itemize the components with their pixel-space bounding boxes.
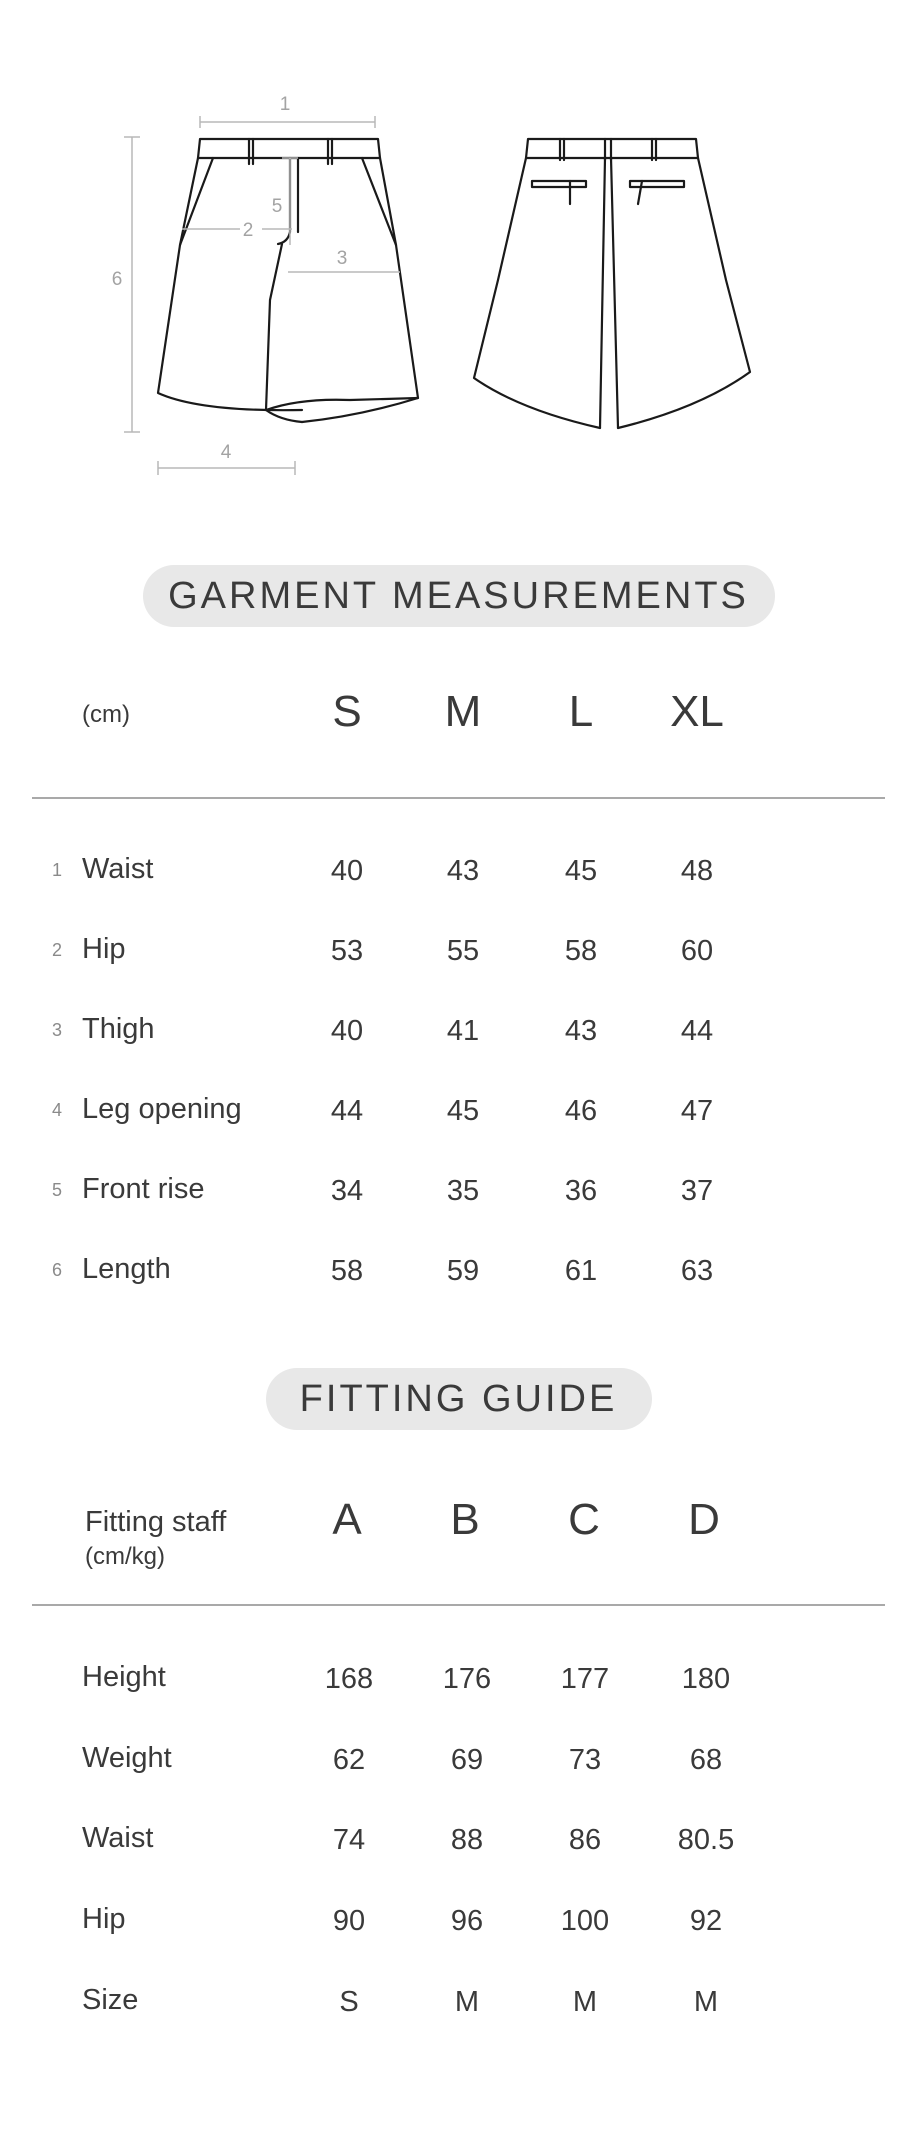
garment-value: 58 — [564, 935, 598, 967]
fitting-guide-heading: FITTING GUIDE — [266, 1368, 652, 1430]
fitting-row-label: Waist — [82, 1822, 154, 1854]
fitting-staff-label: Fitting staff — [85, 1506, 227, 1538]
garment-value: 48 — [680, 855, 714, 887]
garment-row-label: Leg opening — [82, 1093, 242, 1125]
garment-value: 46 — [564, 1095, 598, 1127]
garment-value: 53 — [330, 935, 364, 967]
size-header-m: M — [444, 687, 482, 736]
measure-label-3: 3 — [336, 248, 348, 269]
garment-value: 36 — [564, 1175, 598, 1207]
fitting-value: 62 — [332, 1744, 366, 1776]
size-header-xl: XL — [670, 687, 724, 736]
measurement-guides — [124, 116, 400, 475]
garment-value: 41 — [446, 1015, 480, 1047]
fitting-value: 73 — [568, 1744, 602, 1776]
garment-value: 44 — [680, 1015, 714, 1047]
garment-unit-label: (cm) — [82, 701, 130, 728]
fitting-value: 96 — [450, 1905, 484, 1937]
garment-row-label: Hip — [82, 933, 126, 965]
measure-label-6: 6 — [111, 269, 123, 290]
garment-value: 60 — [680, 935, 714, 967]
fitting-value: 90 — [332, 1905, 366, 1937]
garment-value: 34 — [330, 1175, 364, 1207]
garment-value: 63 — [680, 1255, 714, 1287]
fitting-value: 74 — [332, 1824, 366, 1856]
fitting-value: 180 — [681, 1663, 731, 1695]
garment-row-number: 3 — [51, 1020, 63, 1040]
measure-label-1: 1 — [279, 94, 291, 115]
fitting-row-label: Weight — [82, 1742, 172, 1774]
garment-row-number: 2 — [51, 940, 63, 960]
garment-value: 37 — [680, 1175, 714, 1207]
garment-value: 58 — [330, 1255, 364, 1287]
fitting-value: M — [572, 1986, 598, 2018]
garment-divider — [32, 797, 885, 799]
fitting-row-label: Height — [82, 1661, 166, 1693]
staff-header-b: B — [450, 1495, 480, 1544]
fitting-value: 88 — [450, 1824, 484, 1856]
fitting-value: 86 — [568, 1824, 602, 1856]
measure-label-5: 5 — [271, 196, 283, 217]
garment-value: 55 — [446, 935, 480, 967]
fitting-unit-label: (cm/kg) — [85, 1543, 165, 1570]
garment-value: 44 — [330, 1095, 364, 1127]
garment-row-label: Front rise — [82, 1173, 205, 1205]
size-header-s: S — [332, 687, 362, 736]
garment-value: 40 — [330, 855, 364, 887]
fitting-value: M — [693, 1986, 719, 2018]
garment-row-number: 1 — [51, 860, 63, 880]
garment-value: 40 — [330, 1015, 364, 1047]
garment-row-label: Waist — [82, 853, 154, 885]
fitting-value: M — [454, 1986, 480, 2018]
garment-value: 43 — [446, 855, 480, 887]
fitting-value: 177 — [560, 1663, 610, 1695]
garment-value: 43 — [564, 1015, 598, 1047]
garment-measurements-heading: GARMENT MEASUREMENTS — [143, 565, 775, 627]
fitting-row-label: Hip — [82, 1903, 126, 1935]
garment-row-number: 4 — [51, 1100, 63, 1120]
garment-value: 35 — [446, 1175, 480, 1207]
fitting-value: 80.5 — [677, 1824, 735, 1856]
garment-value: 45 — [446, 1095, 480, 1127]
back-view — [474, 139, 750, 428]
garment-value: 47 — [680, 1095, 714, 1127]
garment-row-label: Thigh — [82, 1013, 155, 1045]
garment-row-number: 6 — [51, 1260, 63, 1280]
garment-row-label: Length — [82, 1253, 171, 1285]
fitting-divider — [32, 1604, 885, 1606]
shorts-technical-drawing — [0, 0, 917, 520]
garment-value: 59 — [446, 1255, 480, 1287]
size-header-l: L — [568, 687, 594, 736]
fitting-row-label: Size — [82, 1984, 139, 2016]
front-view — [158, 139, 418, 422]
staff-header-a: A — [332, 1495, 362, 1544]
measure-label-2: 2 — [242, 220, 254, 241]
staff-header-c: C — [568, 1495, 600, 1544]
fitting-value: 68 — [689, 1744, 723, 1776]
staff-header-d: D — [688, 1495, 720, 1544]
fitting-value: S — [339, 1986, 359, 2018]
fitting-value: 92 — [689, 1905, 723, 1937]
garment-value: 45 — [564, 855, 598, 887]
garment-value: 61 — [564, 1255, 598, 1287]
fitting-value: 69 — [450, 1744, 484, 1776]
measure-label-4: 4 — [220, 442, 232, 463]
garment-row-number: 5 — [51, 1180, 63, 1200]
fitting-value: 100 — [560, 1905, 610, 1937]
fitting-value: 176 — [442, 1663, 492, 1695]
fitting-value: 168 — [324, 1663, 374, 1695]
